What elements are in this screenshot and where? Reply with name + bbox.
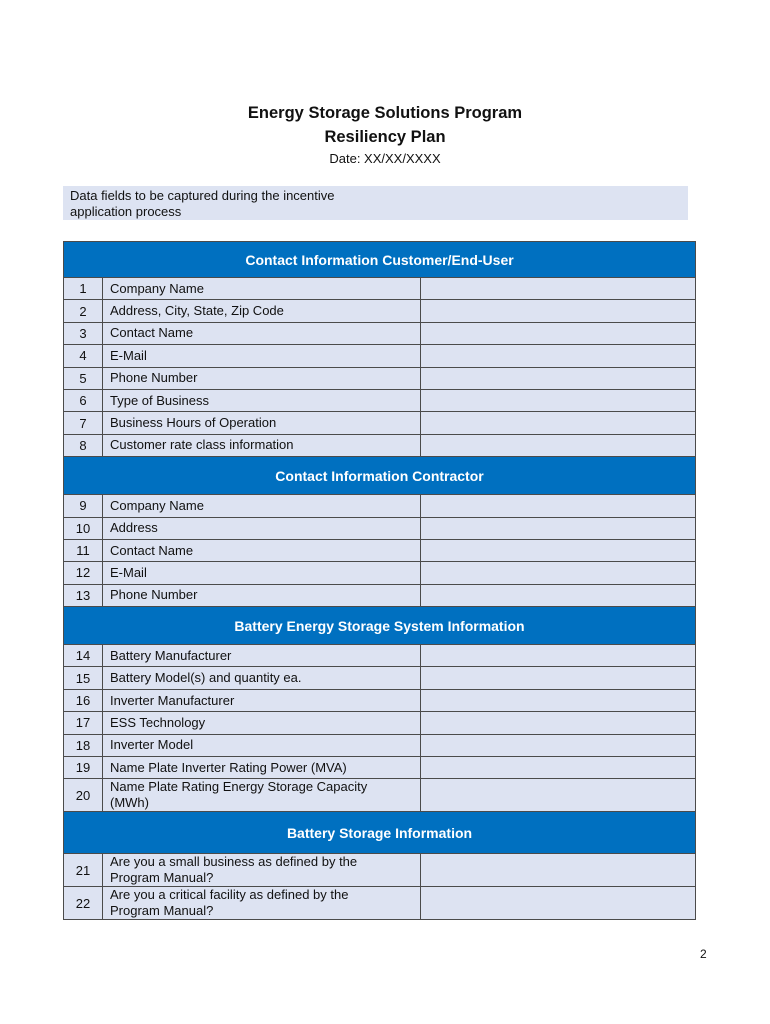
row-label: E-Mail <box>103 345 421 367</box>
intro-line-2: application process <box>70 204 182 219</box>
table-row <box>64 367 696 389</box>
section-title: Contact Information Contractor <box>64 457 696 495</box>
row-label: Company Name <box>103 495 421 517</box>
row-label: Inverter Manufacturer <box>103 689 421 711</box>
intro-line-1: Data fields to be captured during the incentive <box>70 188 335 203</box>
row-label-line-2: Program Manual? <box>110 903 214 919</box>
value-field[interactable] <box>421 562 696 584</box>
section-header-bess <box>64 607 696 645</box>
table-row <box>64 434 696 456</box>
row-label-line-1: Are you a critical facility as defined by the <box>110 887 349 903</box>
row-number: 19 <box>64 757 103 779</box>
row-label: Address <box>103 517 421 539</box>
row-number: 17 <box>64 712 103 734</box>
row-number: 4 <box>64 345 103 367</box>
row-label: ESS Technology <box>103 712 421 734</box>
table-row <box>64 278 696 300</box>
row-label: Battery Model(s) and quantity ea. <box>103 667 421 689</box>
row-label: Contact Name <box>103 322 421 344</box>
row-label: Phone Number <box>103 367 421 389</box>
row-number: 18 <box>64 734 103 756</box>
intro-note <box>63 186 688 220</box>
row-label: Type of Business <box>103 389 421 411</box>
row-number: 3 <box>64 322 103 344</box>
value-field[interactable] <box>421 854 696 887</box>
row-number: 22 <box>64 887 103 920</box>
row-label: Address, City, State, Zip Code <box>103 300 421 322</box>
value-field[interactable] <box>421 712 696 734</box>
row-number: 16 <box>64 689 103 711</box>
section-header-customer <box>64 242 696 278</box>
table-row <box>64 667 696 689</box>
row-number: 6 <box>64 389 103 411</box>
table-row <box>64 300 696 322</box>
value-field[interactable] <box>421 539 696 561</box>
row-label-line-2: Program Manual? <box>110 870 214 886</box>
value-field[interactable] <box>421 734 696 756</box>
row-number: 1 <box>64 278 103 300</box>
table-row <box>64 887 696 920</box>
row-number: 12 <box>64 562 103 584</box>
value-field[interactable] <box>421 779 696 812</box>
table-row <box>64 517 696 539</box>
row-label: Business Hours of Operation <box>103 412 421 434</box>
value-field[interactable] <box>421 345 696 367</box>
value-field[interactable] <box>421 367 696 389</box>
row-label: E-Mail <box>103 562 421 584</box>
row-label-line-1: Name Plate Rating Energy Storage Capacity <box>110 779 368 795</box>
row-number: 2 <box>64 300 103 322</box>
document-date: Date: XX/XX/XXXX <box>329 151 441 166</box>
value-field[interactable] <box>421 645 696 667</box>
row-number: 5 <box>64 367 103 389</box>
section-header-battery-storage <box>64 812 696 854</box>
value-field[interactable] <box>421 412 696 434</box>
row-number: 15 <box>64 667 103 689</box>
row-number: 10 <box>64 517 103 539</box>
row-number: 7 <box>64 412 103 434</box>
value-field[interactable] <box>421 689 696 711</box>
value-field[interactable] <box>421 322 696 344</box>
row-label: Customer rate class information <box>103 434 421 456</box>
row-label <box>103 854 421 887</box>
row-number: 14 <box>64 645 103 667</box>
value-field[interactable] <box>421 434 696 456</box>
row-label <box>103 779 421 812</box>
value-field[interactable] <box>421 495 696 517</box>
row-label: Name Plate Inverter Rating Power (MVA) <box>103 757 421 779</box>
row-number: 20 <box>64 779 103 812</box>
row-number: 11 <box>64 539 103 561</box>
value-field[interactable] <box>421 584 696 606</box>
section-title: Battery Energy Storage System Information <box>64 607 696 645</box>
row-number: 13 <box>64 584 103 606</box>
table-row <box>64 854 696 887</box>
value-field[interactable] <box>421 757 696 779</box>
value-field[interactable] <box>421 517 696 539</box>
value-field[interactable] <box>421 887 696 920</box>
table-row <box>64 345 696 367</box>
table-row <box>64 712 696 734</box>
row-label <box>103 887 421 920</box>
row-label-line-2: (MWh) <box>110 795 149 811</box>
row-number: 8 <box>64 434 103 456</box>
table-row <box>64 412 696 434</box>
table-row <box>64 779 696 812</box>
row-label: Phone Number <box>103 584 421 606</box>
document-subtitle: Resiliency Plan <box>324 128 446 146</box>
value-field[interactable] <box>421 389 696 411</box>
table-row <box>64 539 696 561</box>
table-row <box>64 562 696 584</box>
data-fields-table <box>63 241 696 920</box>
value-field[interactable] <box>421 667 696 689</box>
page-number: 2 <box>700 947 707 961</box>
table-row <box>64 389 696 411</box>
table-row <box>64 645 696 667</box>
row-label: Battery Manufacturer <box>103 645 421 667</box>
table-row <box>64 734 696 756</box>
table-row <box>64 495 696 517</box>
row-label: Contact Name <box>103 539 421 561</box>
row-label: Company Name <box>103 278 421 300</box>
row-label: Inverter Model <box>103 734 421 756</box>
document-title: Energy Storage Solutions Program <box>247 104 523 122</box>
section-header-contractor <box>64 457 696 495</box>
row-label-line-1: Are you a small business as defined by the <box>110 854 358 870</box>
section-title: Contact Information Customer/End-User <box>64 242 696 278</box>
value-field[interactable] <box>421 300 696 322</box>
row-number: 21 <box>64 854 103 887</box>
table-row <box>64 689 696 711</box>
row-number: 9 <box>64 495 103 517</box>
table-row <box>64 322 696 344</box>
table-row <box>64 757 696 779</box>
table-row <box>64 584 696 606</box>
value-field[interactable] <box>421 278 696 300</box>
section-title: Battery Storage Information <box>64 812 696 854</box>
